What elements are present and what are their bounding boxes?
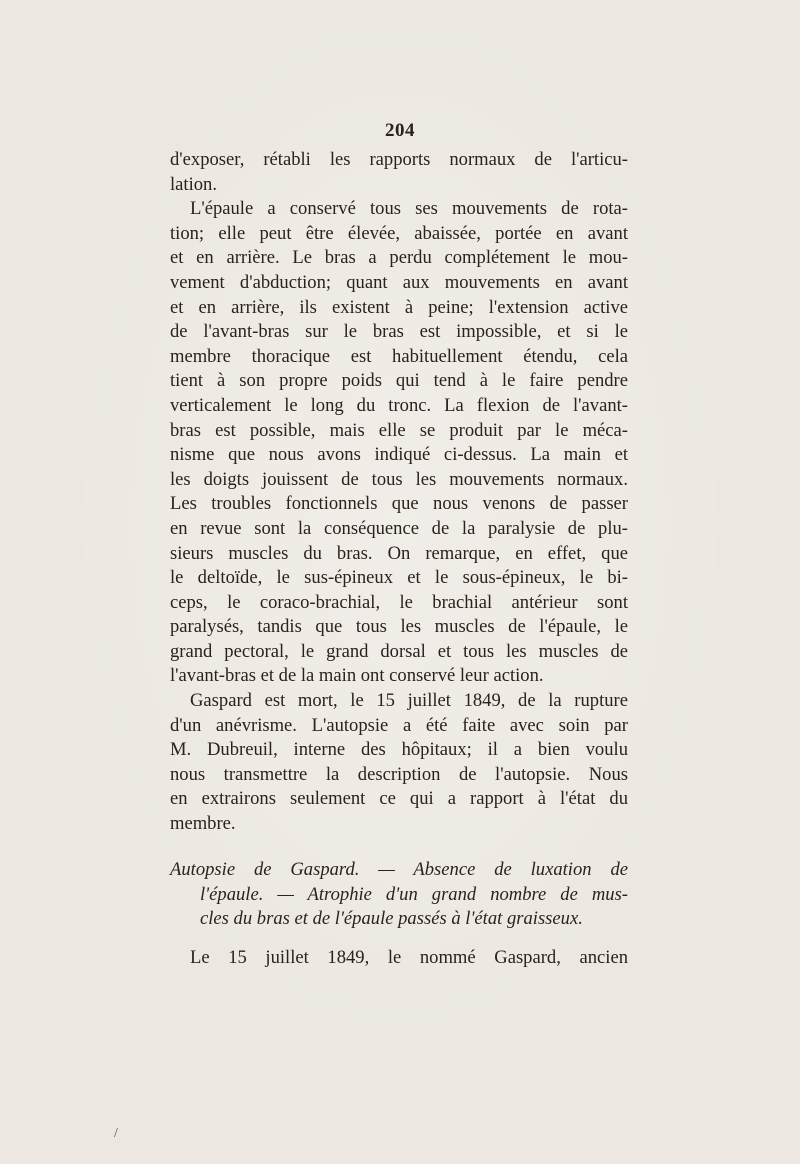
closing-paragraph	[170, 946, 628, 971]
text-line: lation.	[170, 173, 217, 195]
section-heading	[170, 858, 628, 932]
text-line: le deltoïde, le sus-épineux et le sous-épineux, le bi-	[170, 567, 628, 589]
text-line: vement d'abduction; quant aux mouvements en avant	[170, 271, 628, 293]
text-line: les doigts jouissent de tous les mouvements normaux.	[170, 468, 628, 490]
heading-line: cles du bras et de l'épaule passés à l'état graisseux.	[200, 908, 583, 930]
text-line: Gaspard est mort, le 15 juillet 1849, de la rupture	[190, 690, 628, 712]
text-line: et en arrière. Le bras a perdu complétement le mou-	[170, 247, 628, 269]
text-line: de l'avant-bras sur le bras est impossible, et si le	[170, 321, 628, 343]
page-number: 204	[385, 120, 415, 141]
text-line: et en arrière, ils existent à peine; l'extension active	[170, 296, 628, 318]
text-line: en revue sont la conséquence de la paralysie de plu-	[170, 517, 628, 539]
text-line: en extrairons seulement ce qui a rapport à l'état du	[170, 788, 628, 810]
text-line: l'avant-bras et de la main ont conservé leur action.	[170, 665, 544, 687]
text-line: Les troubles fonctionnels que nous venons de passer	[170, 493, 628, 515]
text-line: bras est possible, mais elle se produit par le méca-	[170, 419, 628, 441]
text-line: d'exposer, rétabli les rapports normaux de l'articu-	[170, 149, 628, 170]
text-line: sieurs muscles du bras. On remarque, en effet, que	[170, 542, 628, 564]
text-line: L'épaule a conservé tous ses mouvements de rota-	[190, 198, 628, 220]
text-line: membre thoracique est habituellement étendu, cela	[170, 345, 628, 367]
margin-mark: /	[114, 1126, 118, 1141]
text-line: ceps, le coraco-brachial, le brachial antérieur sont	[170, 591, 628, 613]
text-line: membre.	[170, 813, 236, 835]
text-line: nous transmettre la description de l'autopsie. Nous	[170, 763, 628, 785]
text-line: Le 15 juillet 1849, le nommé Gaspard, ancien	[190, 947, 628, 968]
text-line: nisme que nous avons indiqué ci-dessus. La main et	[170, 444, 628, 466]
text-line: grand pectoral, le grand dorsal et tous les muscles de	[170, 640, 628, 662]
text-line: tient à son propre poids qui tend à le faire pendre	[170, 370, 628, 392]
text-line: d'un anévrisme. L'autopsie a été faite avec soin par	[170, 714, 628, 736]
body-text	[170, 148, 628, 837]
heading-line: Autopsie de Gaspard. — Absence de luxation de	[170, 859, 628, 880]
text-line: M. Dubreuil, interne des hôpitaux; il a bien voulu	[170, 739, 628, 761]
text-line: tion; elle peut être élevée, abaissée, portée en avant	[170, 222, 628, 244]
text-line: verticalement le long du tronc. La flexion de l'avant-	[170, 394, 628, 416]
text-line: paralysés, tandis que tous les muscles de l'épaule, le	[170, 616, 628, 638]
heading-line: l'épaule. — Atrophie d'un grand nombre de mus-	[200, 883, 628, 905]
